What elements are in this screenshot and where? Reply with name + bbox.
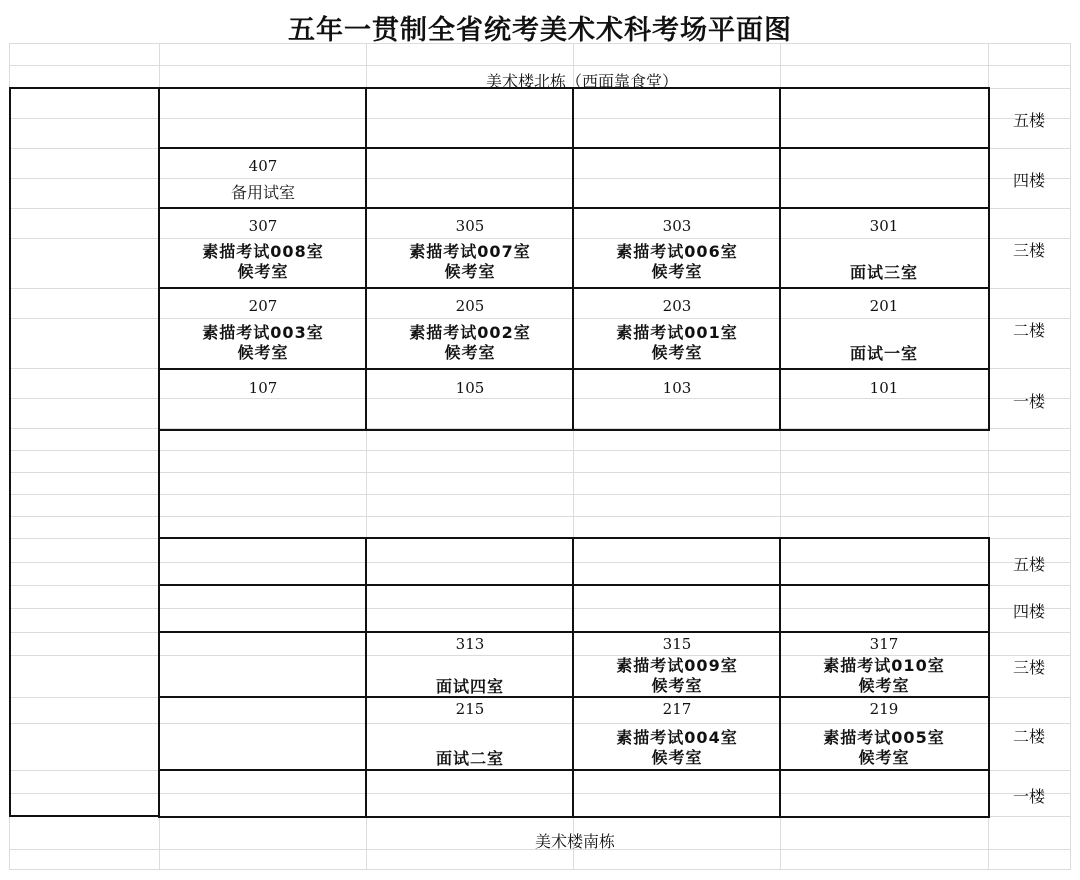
- room-313: [367, 635, 573, 697]
- room-number: 303: [662, 217, 692, 235]
- south-room-cell: [158, 631, 367, 698]
- north-building-caption: 美术楼北栋（西面靠食堂）: [485, 72, 678, 91]
- room-label: 面试一室: [849, 343, 918, 363]
- north-room-cell: [365, 368, 574, 431]
- gridline: [9, 869, 1071, 870]
- south-room-cell: [158, 769, 367, 818]
- room-label: 素描考试010室: [823, 655, 945, 675]
- room-315: [574, 635, 780, 697]
- south-room-cell: [365, 537, 574, 586]
- room-219: [781, 700, 987, 769]
- room-201: [781, 297, 987, 364]
- room-305: [367, 217, 573, 283]
- south-room-cell: [779, 584, 990, 633]
- room-number: 217: [662, 700, 692, 718]
- north-room-cell: [158, 87, 367, 149]
- south-floor-1-label: 一楼: [1012, 787, 1045, 806]
- room-number: 307: [248, 217, 278, 235]
- room-sublabel: 候考室: [651, 676, 703, 696]
- north-room-cell: [779, 147, 990, 209]
- corridor-block: [9, 87, 160, 817]
- gridline: [9, 450, 1071, 451]
- south-building-caption: 美术楼南栋: [534, 832, 615, 851]
- north-floor-2-label: 二楼: [1012, 321, 1045, 340]
- room-label: 素描考试005室: [823, 727, 945, 747]
- room-107: 107: [248, 379, 278, 397]
- room-number: 203: [662, 297, 692, 315]
- room-number: 315: [662, 635, 692, 653]
- south-room-cell: [365, 584, 574, 633]
- south-room-cell: [158, 696, 367, 771]
- room-307: [160, 217, 366, 283]
- room-sublabel: 候考室: [651, 748, 703, 768]
- north-floor-4-label: 四楼: [1012, 171, 1045, 190]
- north-room-cell: [365, 87, 574, 149]
- room-number: 305: [455, 217, 485, 235]
- room-number: 201: [869, 297, 899, 315]
- south-room-cell: [158, 537, 367, 586]
- room-103: 103: [662, 379, 692, 397]
- room-label: 面试四室: [435, 676, 504, 696]
- room-sublabel: 候考室: [237, 343, 289, 363]
- room-203: [574, 297, 780, 364]
- room-label: 素描考试001室: [616, 322, 738, 342]
- room-207: [160, 297, 366, 364]
- room-sublabel: 候考室: [237, 262, 289, 282]
- room-number: 205: [455, 297, 485, 315]
- south-room-cell: [365, 769, 574, 818]
- north-room-cell: [572, 87, 781, 149]
- room-303: [574, 217, 780, 283]
- room-number: 219: [869, 700, 899, 718]
- room-number: 207: [248, 297, 278, 315]
- room-sublabel: 候考室: [444, 343, 496, 363]
- room-label: 素描考试006室: [616, 241, 738, 261]
- north-room-cell: [572, 147, 781, 209]
- room-101: 101: [869, 379, 899, 397]
- room-label: 素描考试003室: [202, 322, 324, 342]
- south-room-cell: [779, 769, 990, 818]
- south-room-cell: [572, 769, 781, 818]
- room-407: [160, 157, 366, 203]
- room-105: 105: [455, 379, 485, 397]
- page-title: 五年一贯制全省统考美术术科考场平面图: [288, 15, 792, 46]
- north-room-cell: [365, 147, 574, 209]
- room-number: 317: [869, 635, 899, 653]
- north-room-cell: [779, 368, 990, 431]
- room-number: 301: [869, 217, 899, 235]
- room-205: [367, 297, 573, 364]
- room-sublabel: 候考室: [651, 262, 703, 282]
- room-sublabel: 候考室: [444, 262, 496, 282]
- gridline: [9, 65, 1071, 66]
- gridline: [9, 472, 1071, 473]
- north-floor-3-label: 三楼: [1012, 241, 1045, 260]
- room-label: 素描考试009室: [616, 655, 738, 675]
- south-room-cell: [572, 537, 781, 586]
- south-floor-2-label: 二楼: [1012, 727, 1045, 746]
- gridline: [9, 494, 1071, 495]
- south-floor-5-label: 五楼: [1012, 555, 1045, 574]
- room-217: [574, 700, 780, 769]
- room-301: [781, 217, 987, 283]
- room-label: 素描考试007室: [409, 241, 531, 261]
- room-label: 素描考试008室: [202, 241, 324, 261]
- room-317: [781, 635, 987, 697]
- room-number: 407: [248, 157, 278, 175]
- room-label: 备用试室: [230, 182, 295, 202]
- room-label: 面试三室: [849, 262, 918, 282]
- room-label: 素描考试004室: [616, 727, 738, 747]
- north-room-cell: [572, 368, 781, 431]
- north-floor-1-label: 一楼: [1012, 392, 1045, 411]
- south-room-cell: [572, 584, 781, 633]
- north-floor-5-label: 五楼: [1012, 111, 1045, 130]
- south-floor-4-label: 四楼: [1012, 602, 1045, 621]
- room-sublabel: 候考室: [651, 343, 703, 363]
- room-label: 素描考试002室: [409, 322, 531, 342]
- room-number: 313: [455, 635, 485, 653]
- room-label: 面试二室: [435, 748, 504, 768]
- room-215: [367, 700, 573, 769]
- south-floor-3-label: 三楼: [1012, 658, 1045, 677]
- gridline: [1070, 43, 1071, 870]
- south-room-cell: [779, 537, 990, 586]
- room-number: 215: [455, 700, 485, 718]
- south-room-cell: [158, 584, 367, 633]
- room-sublabel: 候考室: [858, 676, 910, 696]
- north-room-cell: [158, 368, 367, 431]
- gridline: [9, 516, 1071, 517]
- room-sublabel: 候考室: [858, 748, 910, 768]
- north-room-cell: [779, 87, 990, 149]
